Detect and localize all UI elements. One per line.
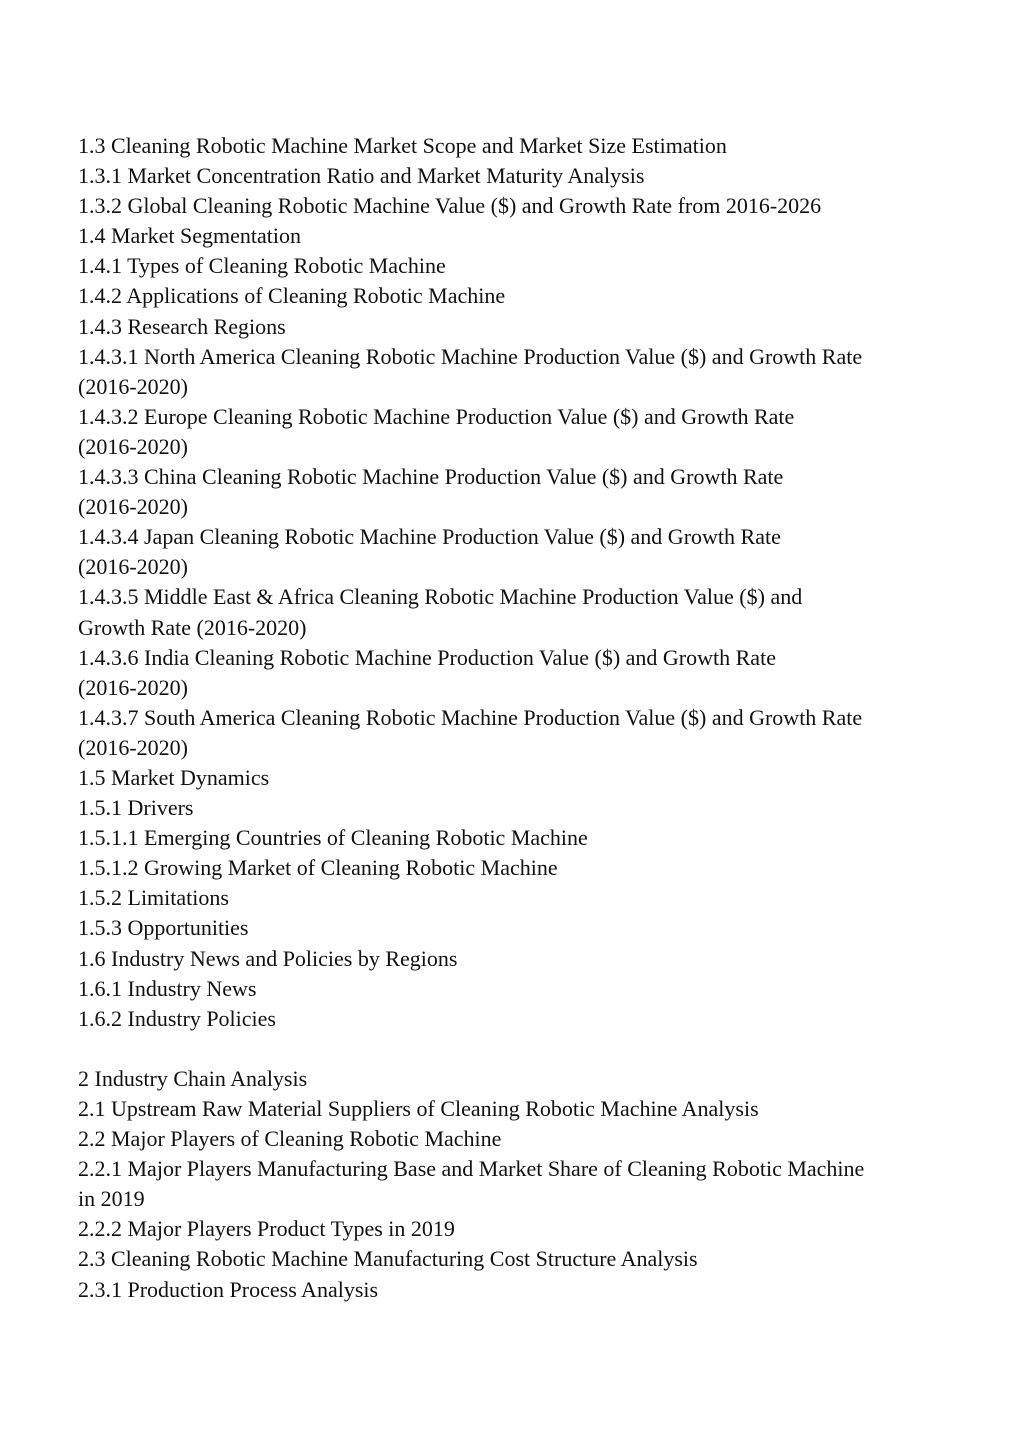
toc-entry: 1.6.1 Industry News xyxy=(78,975,257,1001)
toc-entry: 2.2.1 Major Players Manufacturing Base and Market Share of Cleaning Robotic Machine xyxy=(78,1156,865,1182)
toc-entry: 2.2.2 Major Players Product Types in 2019 xyxy=(78,1216,455,1242)
toc-entry-continuation: (2016-2020) xyxy=(78,494,188,520)
toc-entry: 1.3.1 Market Concentration Ratio and Market Maturity Analysis xyxy=(78,163,645,189)
table-of-contents xyxy=(78,131,958,1305)
toc-entry: 1.3 Cleaning Robotic Machine Market Scope and Market Size Estimation xyxy=(78,133,727,158)
toc-entry: 1.3.2 Global Cleaning Robotic Machine Value ($) and Growth Rate from 2016-2026 xyxy=(78,193,822,219)
toc-entry: 1.4.2 Applications of Cleaning Robotic Machine xyxy=(78,283,506,309)
toc-entry: 1.5 Market Dynamics xyxy=(78,764,270,790)
toc-entry: 2.3 Cleaning Robotic Machine Manufacturing Cost Structure Analysis xyxy=(78,1246,698,1272)
toc-entry: 1.4.3.7 South America Cleaning Robotic Machine Production Value ($) and Growth Rate xyxy=(78,704,863,730)
toc-entry-continuation: (2016-2020) xyxy=(78,433,188,459)
toc-entry-continuation: (2016-2020) xyxy=(78,674,188,700)
toc-entry-continuation: (2016-2020) xyxy=(78,554,188,580)
toc-entry: 1.4.3.1 North America Cleaning Robotic Machine Production Value ($) and Growth Rate xyxy=(78,343,863,369)
toc-entry: 1.4.3.6 India Cleaning Robotic Machine Production Value ($) and Growth Rate xyxy=(78,644,776,670)
toc-entry: 1.4 Market Segmentation xyxy=(78,223,302,249)
toc-entry-continuation: Growth Rate (2016-2020) xyxy=(78,614,307,640)
section-gap xyxy=(78,1034,958,1064)
toc-entry: 1.5.1.2 Growing Market of Cleaning Robotic Machine xyxy=(78,855,558,881)
toc-entry: 1.5.1.1 Emerging Countries of Cleaning Robotic Machine xyxy=(78,825,588,851)
toc-entry: 1.5.3 Opportunities xyxy=(78,915,249,941)
toc-entry-continuation: (2016-2020) xyxy=(78,373,188,399)
toc-entry: 1.4.3.4 Japan Cleaning Robotic Machine Production Value ($) and Growth Rate xyxy=(78,524,781,550)
toc-entry: 2.1 Upstream Raw Material Suppliers of Cleaning Robotic Machine Analysis xyxy=(78,1096,759,1121)
toc-section-heading: 2 Industry Chain Analysis xyxy=(78,1065,308,1091)
toc-entry: 1.5.2 Limitations xyxy=(78,885,229,911)
toc-entry: 1.6.2 Industry Policies xyxy=(78,1005,276,1031)
toc-entry: 1.5.1 Drivers xyxy=(78,795,194,821)
toc-entry: 1.4.3.2 Europe Cleaning Robotic Machine Production Value ($) and Growth Rate xyxy=(78,403,795,429)
toc-entry-continuation: (2016-2020) xyxy=(78,734,188,760)
toc-entry: 1.4.3.5 Middle East & Africa Cleaning Robotic Machine Production Value ($) and xyxy=(78,584,803,610)
toc-entry-continuation: in 2019 xyxy=(78,1186,145,1212)
toc-entry: 2.2 Major Players of Cleaning Robotic Machine xyxy=(78,1126,502,1152)
toc-entry: 1.4.1 Types of Cleaning Robotic Machine xyxy=(78,253,446,279)
toc-entry: 1.4.3 Research Regions xyxy=(78,313,286,339)
toc-entry: 1.4.3.3 China Cleaning Robotic Machine Production Value ($) and Growth Rate xyxy=(78,464,784,490)
toc-entry: 2.3.1 Production Process Analysis xyxy=(78,1276,379,1302)
toc-entry: 1.6 Industry News and Policies by Regions xyxy=(78,945,458,971)
